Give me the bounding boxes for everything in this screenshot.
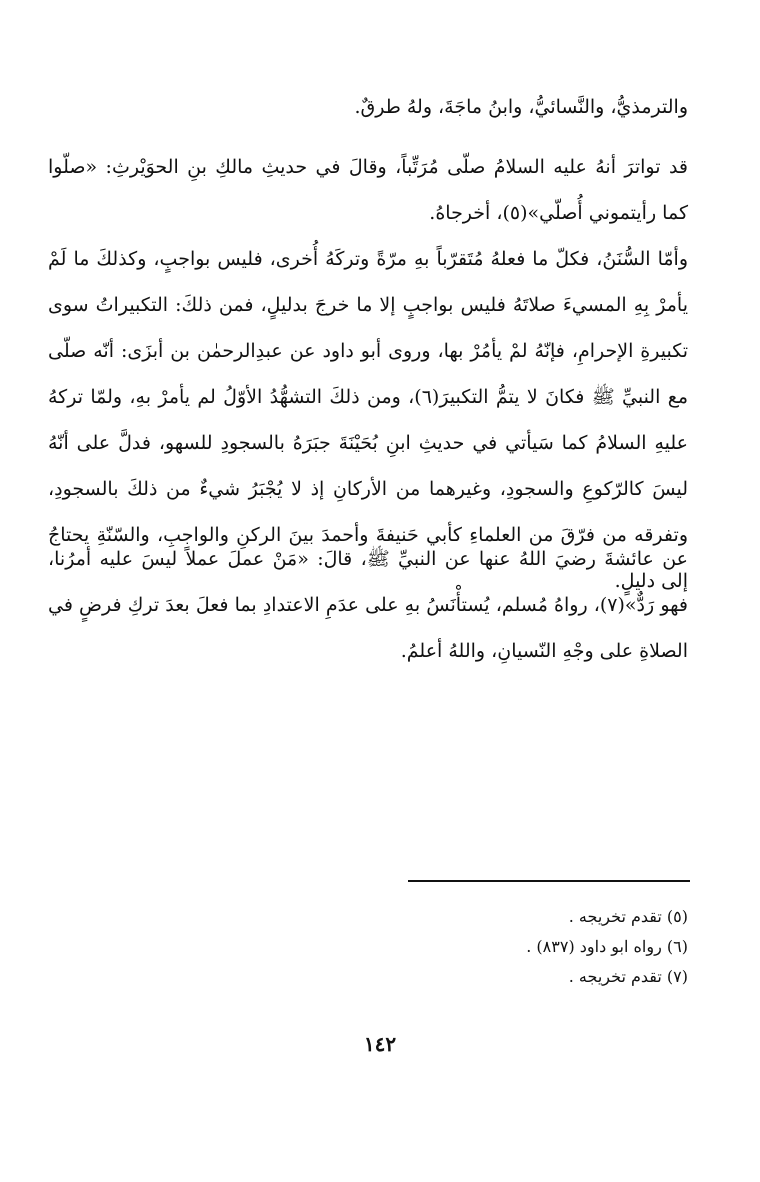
footnote-separator — [408, 880, 690, 882]
body-paragraph: والترمذيُّ، والنَّسائيُّ، وابنُ ماجَةَ، ولهُ طرقٌ. — [354, 96, 688, 118]
footnote-item: (٥) تقدم تخريجه . — [568, 907, 688, 926]
body-paragraph: قد تواترَ أنهُ عليه السلامُ صلّى مُرَتِّباً، وقالَ في حديثِ مالكِ بنِ الحوَيْرثِ: «صلّوا كما رأيتموني أُصلّي»(٥)، أخرجاهُ. — [48, 156, 688, 224]
footnote-item: (٦) رواه ابو داود (٨٣٧) . — [526, 937, 688, 956]
body-paragraph: عن عائشةَ رضيَ اللهُ عنها عن النبيِّ ﷺ، قالَ: «مَنْ عملَ عملاً ليسَ عليه أمرُنا، فهو رَدٌّ»(٧)، رواهُ مُسلم، يُستأْنَسُ بهِ على عدَمِ الاعتدادِ بما فعلَ بعدَ تركِ فرضٍ في الصلاةِ على وجْهِ النّسيانِ، واللهُ أعلمُ. — [48, 548, 688, 662]
footnotes — [48, 902, 688, 992]
page-number: ١٤٢ — [363, 1032, 397, 1056]
footnote-item: (٧) تقدم تخريجه . — [568, 967, 688, 986]
body-paragraph: وأمّا السُّنَنُ، فكلّ ما فعلهُ مُتَقرّباً بهِ مرّةً وتركَهُ أُخرى، فليس بواجبٍ، وكذلكَ ما لَمْ يأمرْ بِهِ المسيءَ صلاتَهُ فليس بواجبٍ إلا ما خرجَ بدليلٍ، فمن ذلكَ: التكبيراتُ سوى تكبيرةِ الإحرامِ، فإنّهُ لمْ يأمُرْ بها، وروى أبو داود عن عبدِالرحمٰن بن أبزَى: أنّه صلّى مع النبيِّ ﷺ فكانَ لا يتمُّ التكبيرَ(٦)، ومن ذلكَ التشهُّدُ الأوّلُ لم يأمرْ بهِ، ولمّا تركهُ عليهِ السلامُ كما سَيأتي في حديثِ ابنِ بُحَيْنَةَ جبَرَهُ بالسجودِ للسهو، فدلَّ على أنّهُ ليسَ كالرّكوعِ والسجودِ، وغيرهما من الأركانِ إذ لا يُجْبَرُ شيءٌ من ذلكَ بالسجودِ، وتفرقه من فرّقَ من العلماءِ كأبي حَنيفةَ وأحمدَ بينَ الركنِ والواجبِ، والسّنّةِ يحتاجُ إلى دليلٍ. — [48, 248, 688, 592]
